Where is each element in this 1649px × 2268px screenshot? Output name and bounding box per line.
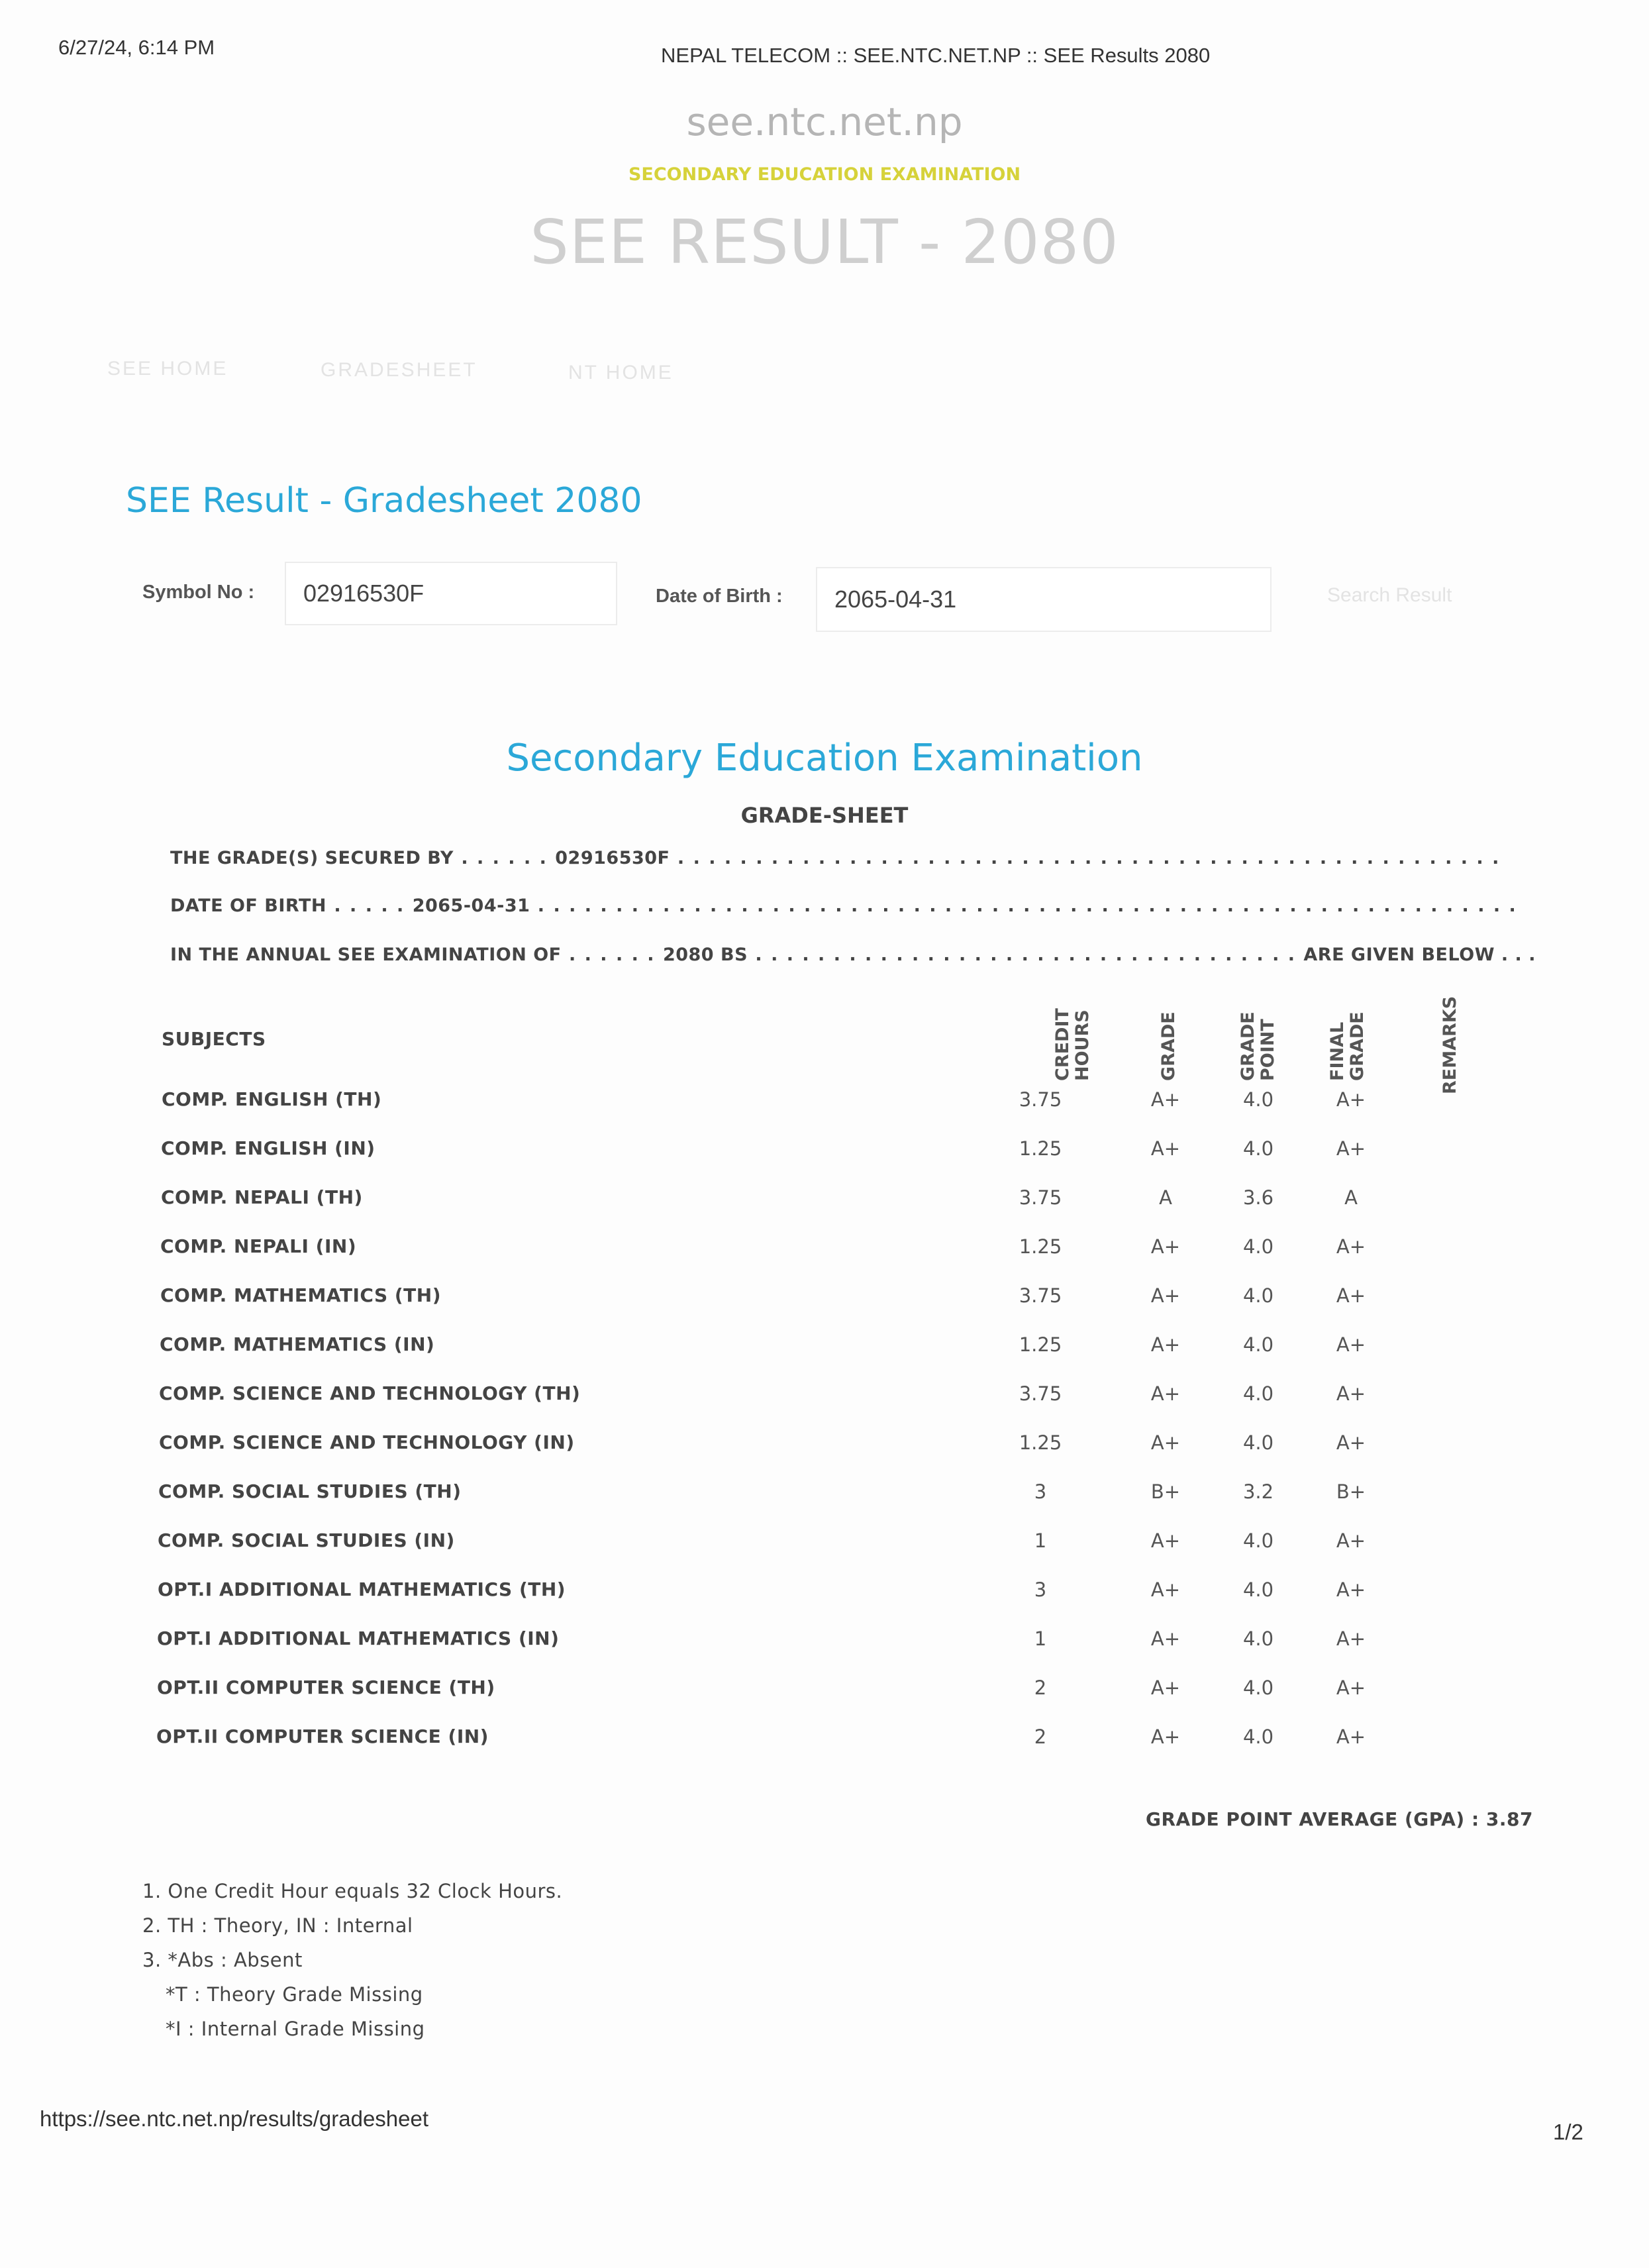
cell-final-grade: A+ xyxy=(1336,1284,1366,1307)
cell-grade-point: 4.0 xyxy=(1242,1726,1274,1748)
cell-credit-hours: 1.25 xyxy=(1019,1333,1062,1356)
cell-credit-hours: 1.25 xyxy=(1019,1235,1062,1258)
note-item: *I : Internal Grade Missing xyxy=(166,2018,425,2040)
cell-credit-hours: 1 xyxy=(1034,1529,1047,1552)
cell-final-grade: A+ xyxy=(1336,1235,1366,1258)
cell-grade: A+ xyxy=(1150,1284,1181,1307)
cell-credit-hours: 1.25 xyxy=(1019,1137,1062,1160)
cell-credit-hours: 2 xyxy=(1034,1726,1047,1748)
cell-subject: OPT.I ADDITIONAL MATHEMATICS (IN) xyxy=(157,1627,560,1649)
cell-credit-hours: 3 xyxy=(1034,1578,1047,1601)
dob-input[interactable] xyxy=(816,567,1272,632)
cell-grade: A+ xyxy=(1150,1137,1181,1160)
note-item: 3. *Abs : Absent xyxy=(142,1949,303,1971)
col-header-final-grade xyxy=(1328,1011,1367,1081)
symbol-no-label: Symbol No : xyxy=(142,582,255,603)
cell-grade: A+ xyxy=(1150,1235,1181,1258)
cell-grade-point: 4.0 xyxy=(1242,1578,1274,1601)
cell-grade-point: 4.0 xyxy=(1242,1088,1274,1111)
note-item: 1. One Credit Hour equals 32 Clock Hours. xyxy=(142,1880,563,1902)
nav-see-home[interactable]: SEE HOME xyxy=(107,358,228,380)
cell-grade: A+ xyxy=(1150,1578,1181,1601)
cell-final-grade: A+ xyxy=(1336,1578,1366,1601)
cell-subject: COMP. NEPALI (IN) xyxy=(160,1235,357,1257)
cell-grade: A+ xyxy=(1150,1529,1181,1552)
sheet-title: Secondary Education Examination xyxy=(506,737,1143,780)
col-header-grade-point-line1: GRADE xyxy=(1238,1011,1258,1081)
intro-dob-label: DATE OF BIRTH xyxy=(170,896,326,916)
cell-subject: COMP. NEPALI (TH) xyxy=(161,1186,363,1208)
cell-grade-point: 3.6 xyxy=(1242,1186,1274,1209)
cell-subject: COMP. MATHEMATICS (TH) xyxy=(160,1284,441,1306)
col-header-final-grade-line1: FINAL xyxy=(1327,1021,1348,1081)
cell-grade-point: 4.0 xyxy=(1242,1137,1274,1160)
intro-exam-value: 2080 BS xyxy=(662,945,748,965)
print-footer-url: https://see.ntc.net.np/results/gradesheet xyxy=(40,2106,429,2131)
cell-subject: COMP. ENGLISH (TH) xyxy=(162,1088,382,1110)
intro-line-secured-by: THE GRADE(S) SECURED BY . . . . . . 02916530F . . . . . . . . . . . . . . . . . . . . . . . . . . . . . . . . . . . . . . . . . . . . . . . . . . . . . xyxy=(170,848,1501,868)
cell-credit-hours: 3.75 xyxy=(1019,1284,1062,1307)
cell-subject: OPT.I ADDITIONAL MATHEMATICS (TH) xyxy=(158,1578,566,1600)
cell-final-grade: A+ xyxy=(1336,1627,1366,1650)
col-header-grade-text: GRADE xyxy=(1158,1011,1179,1081)
cell-credit-hours: 3.75 xyxy=(1019,1382,1062,1405)
cell-credit-hours: 2 xyxy=(1034,1676,1047,1699)
cell-final-grade: A+ xyxy=(1336,1529,1366,1552)
note-item: 2. TH : Theory, IN : Internal xyxy=(142,1914,413,1937)
cell-subject: OPT.II COMPUTER SCIENCE (IN) xyxy=(156,1726,489,1747)
cell-grade-point: 4.0 xyxy=(1242,1382,1274,1405)
intro-secured-by-label: THE GRADE(S) SECURED BY xyxy=(170,848,454,868)
intro-secured-by-value: 02916530F xyxy=(555,848,670,868)
cell-grade-point: 4.0 xyxy=(1242,1529,1274,1552)
intro-line-exam: IN THE ANNUAL SEE EXAMINATION OF . . . . . . 2080 BS . . . . . . . . . . . . . . . . . . . . . . . . . . . . . . . . . . . ARE GIVEN BELOW . . . xyxy=(170,945,1536,965)
intro-exam-label: IN THE ANNUAL SEE EXAMINATION OF xyxy=(170,945,562,965)
intro-exam-suffix: ARE GIVEN BELOW . . . xyxy=(1303,945,1536,965)
print-page-title: NEPAL TELECOM :: SEE.NTC.NET.NP :: SEE Results 2080 xyxy=(661,44,1211,67)
cell-credit-hours: 3.75 xyxy=(1019,1186,1062,1209)
col-header-credit-line2: HOURS xyxy=(1072,1009,1093,1081)
intro-line-dob: DATE OF BIRTH . . . . . 2065-04-31 . . . . . . . . . . . . . . . . . . . . . . . . . . . . . . . . . . . . . . . . . . . . . . . . . . . . . . . . . . . . . . . xyxy=(170,896,1517,916)
cell-grade-point: 4.0 xyxy=(1242,1235,1274,1258)
cell-final-grade: A+ xyxy=(1336,1333,1366,1356)
col-header-final-grade-line2: GRADE xyxy=(1346,1011,1368,1081)
cell-grade: B+ xyxy=(1150,1480,1181,1503)
site-subtitle: SECONDARY EDUCATION EXAMINATION xyxy=(628,164,1021,185)
search-result-button[interactable]: Search Result xyxy=(1327,584,1452,606)
cell-credit-hours: 3.75 xyxy=(1019,1088,1062,1111)
cell-grade: A+ xyxy=(1150,1726,1181,1748)
site-name[interactable]: see.ntc.net.np xyxy=(686,99,963,144)
cell-subject: COMP. SCIENCE AND TECHNOLOGY (TH) xyxy=(159,1382,581,1404)
cell-grade-point: 4.0 xyxy=(1242,1431,1274,1454)
symbol-no-value: 02916530F xyxy=(303,580,425,607)
cell-subject: COMP. ENGLISH (IN) xyxy=(161,1137,375,1159)
cell-grade: A xyxy=(1159,1186,1172,1209)
cell-subject: COMP. SOCIAL STUDIES (TH) xyxy=(158,1480,462,1502)
cell-grade-point: 4.0 xyxy=(1242,1284,1274,1307)
cell-grade-point: 3.2 xyxy=(1242,1480,1274,1503)
col-header-grade-point-line2: POINT xyxy=(1257,1019,1278,1081)
nav-nt-home[interactable]: NT HOME xyxy=(568,362,674,384)
note-item: *T : Theory Grade Missing xyxy=(166,1983,423,2006)
cell-grade: A+ xyxy=(1150,1676,1181,1699)
cell-credit-hours: 1.25 xyxy=(1019,1431,1062,1454)
col-header-remarks xyxy=(1440,996,1460,1094)
col-header-credit-hours xyxy=(1053,1008,1092,1081)
cell-final-grade: A xyxy=(1344,1186,1358,1209)
dob-value: 2065-04-31 xyxy=(834,586,957,613)
cell-grade-point: 4.0 xyxy=(1242,1627,1274,1650)
sheet-subtitle: GRADE-SHEET xyxy=(740,803,909,828)
print-footer-page: 1/2 xyxy=(1553,2120,1583,2144)
cell-grade-point: 4.0 xyxy=(1242,1333,1274,1356)
intro-dob-value: 2065-04-31 xyxy=(412,896,530,916)
cell-grade: A+ xyxy=(1150,1088,1181,1111)
gradesheet-heading: SEE Result - Gradesheet 2080 xyxy=(126,481,642,521)
cell-final-grade: A+ xyxy=(1336,1382,1366,1405)
symbol-no-input[interactable] xyxy=(285,562,617,625)
col-header-grade-point xyxy=(1238,1011,1277,1081)
col-header-remarks-text: REMARKS xyxy=(1440,996,1460,1094)
cell-final-grade: A+ xyxy=(1336,1676,1366,1699)
cell-credit-hours: 1 xyxy=(1034,1627,1047,1650)
site-title: SEE RESULT - 2080 xyxy=(530,207,1119,278)
cell-grade: A+ xyxy=(1150,1382,1181,1405)
print-datetime: 6/27/24, 6:14 PM xyxy=(58,36,215,59)
gpa-text: GRADE POINT AVERAGE (GPA) : 3.87 xyxy=(1146,1808,1533,1830)
cell-subject: COMP. MATHEMATICS (IN) xyxy=(160,1333,435,1355)
col-header-subjects: SUBJECTS xyxy=(162,1028,266,1050)
cell-subject: OPT.II COMPUTER SCIENCE (TH) xyxy=(157,1676,495,1698)
cell-final-grade: A+ xyxy=(1336,1431,1366,1454)
col-header-grade xyxy=(1159,1011,1179,1081)
cell-final-grade: A+ xyxy=(1336,1137,1366,1160)
cell-credit-hours: 3 xyxy=(1034,1480,1047,1503)
dob-label: Date of Birth : xyxy=(656,586,783,607)
cell-final-grade: A+ xyxy=(1336,1726,1366,1748)
cell-subject: COMP. SCIENCE AND TECHNOLOGY (IN) xyxy=(159,1431,575,1453)
cell-grade: A+ xyxy=(1150,1333,1181,1356)
cell-final-grade: A+ xyxy=(1336,1088,1366,1111)
nav-gradesheet[interactable]: GRADESHEET xyxy=(321,359,477,381)
cell-final-grade: B+ xyxy=(1336,1480,1366,1503)
col-header-credit-line1: CREDIT xyxy=(1052,1008,1073,1081)
cell-grade: A+ xyxy=(1150,1431,1181,1454)
cell-subject: COMP. SOCIAL STUDIES (IN) xyxy=(158,1529,455,1551)
cell-grade-point: 4.0 xyxy=(1242,1676,1274,1699)
cell-grade: A+ xyxy=(1150,1627,1181,1650)
